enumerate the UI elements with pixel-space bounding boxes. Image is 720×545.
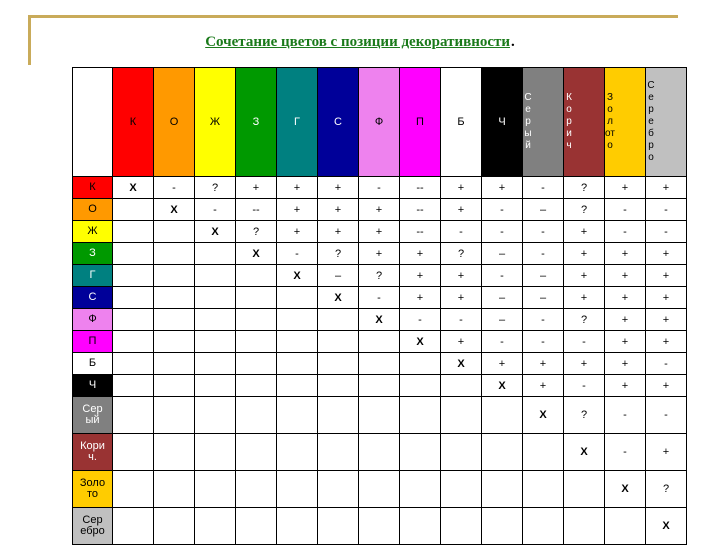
- table-cell: [236, 397, 277, 434]
- row-header: [73, 375, 113, 397]
- row-header: [73, 353, 113, 375]
- table-cell: [154, 397, 195, 434]
- table-cell: X: [564, 434, 605, 471]
- table-cell: --: [400, 199, 441, 221]
- table-cell: [359, 353, 400, 375]
- table-cell: +: [646, 331, 687, 353]
- column-header-label: Серый: [524, 92, 532, 151]
- table-cell: [359, 397, 400, 434]
- page-title: [0, 34, 720, 51]
- row-header-label: С: [88, 291, 97, 303]
- column-header: [236, 68, 277, 177]
- table-row: [73, 471, 687, 508]
- table-cell: [195, 309, 236, 331]
- table-cell: [441, 375, 482, 397]
- table-cell: [236, 265, 277, 287]
- table-cell: --: [236, 199, 277, 221]
- table-cell: [154, 287, 195, 309]
- table-cell: [318, 434, 359, 471]
- table-cell: [236, 331, 277, 353]
- table-cell: X: [318, 287, 359, 309]
- table-cell: [113, 353, 154, 375]
- row-header: [73, 309, 113, 331]
- row-header: [73, 508, 113, 545]
- table-cell: [236, 309, 277, 331]
- table-cell: +: [441, 177, 482, 199]
- table-cell: [154, 221, 195, 243]
- table-cell: +: [605, 287, 646, 309]
- column-header-label: К: [129, 116, 137, 128]
- table-cell: [482, 471, 523, 508]
- table-cell: [318, 471, 359, 508]
- column-header: [400, 68, 441, 177]
- column-header: [195, 68, 236, 177]
- table-cell: [113, 243, 154, 265]
- table-cell: [277, 508, 318, 545]
- table-cell: +: [359, 221, 400, 243]
- table-cell: [154, 434, 195, 471]
- title-text: Сочетание цветов с позиции декоративности: [205, 34, 511, 50]
- table-cell: +: [605, 265, 646, 287]
- table-cell: ?: [564, 397, 605, 434]
- table-cell: –: [482, 309, 523, 331]
- table-cell: [277, 287, 318, 309]
- row-header: [73, 434, 113, 471]
- table-cell: +: [400, 265, 441, 287]
- table-cell: [195, 265, 236, 287]
- table-cell: [277, 434, 318, 471]
- table-cell: [195, 353, 236, 375]
- table-cell: --: [400, 177, 441, 199]
- table-cell: +: [605, 375, 646, 397]
- color-combination-table: [72, 67, 687, 545]
- table-cell: -: [523, 177, 564, 199]
- table-cell: [441, 471, 482, 508]
- table-cell: [154, 353, 195, 375]
- table-cell: -: [605, 221, 646, 243]
- table-cell: [318, 508, 359, 545]
- table-cell: [482, 397, 523, 434]
- table-cell: +: [400, 243, 441, 265]
- table-cell: +: [646, 265, 687, 287]
- table-cell: +: [605, 309, 646, 331]
- column-header-label: Корич: [566, 92, 572, 151]
- table-cell: –: [523, 199, 564, 221]
- table-cell: [113, 508, 154, 545]
- row-header-label: Серый: [82, 403, 103, 426]
- table-row: [73, 243, 687, 265]
- table-cell: [236, 353, 277, 375]
- row-header-label: З: [89, 247, 96, 259]
- table-cell: X: [523, 397, 564, 434]
- table-cell: ?: [564, 309, 605, 331]
- table-cell: +: [646, 243, 687, 265]
- table-cell: -: [564, 331, 605, 353]
- table-cell: -: [482, 221, 523, 243]
- frame-top-rule: [28, 15, 678, 18]
- table-cell: -: [441, 221, 482, 243]
- table-cell: [441, 397, 482, 434]
- table-cell: [359, 434, 400, 471]
- table-cell: +: [646, 434, 687, 471]
- table-cell: [400, 353, 441, 375]
- table-cell: [277, 353, 318, 375]
- table-cell: X: [113, 177, 154, 199]
- row-header-label: Ф: [88, 313, 97, 325]
- table-cell: +: [441, 199, 482, 221]
- table-cell: -: [564, 375, 605, 397]
- table-cell: [318, 375, 359, 397]
- table-cell: [113, 471, 154, 508]
- table-cell: [154, 471, 195, 508]
- table-cell: [195, 508, 236, 545]
- table-cell: [236, 287, 277, 309]
- table-cell: -: [277, 243, 318, 265]
- column-header-label: Ж: [209, 116, 221, 128]
- row-header: [73, 287, 113, 309]
- table-cell: [359, 508, 400, 545]
- row-header-label: Б: [88, 357, 97, 369]
- table-cell: -: [646, 397, 687, 434]
- table-cell: [359, 331, 400, 353]
- table-cell: -: [400, 309, 441, 331]
- table-cell: +: [277, 177, 318, 199]
- table-cell: [277, 331, 318, 353]
- table-cell: [154, 508, 195, 545]
- table-cell: +: [605, 331, 646, 353]
- table-cell: X: [482, 375, 523, 397]
- table-cell: +: [564, 265, 605, 287]
- table-cell: –: [523, 265, 564, 287]
- table-cell: -: [523, 243, 564, 265]
- table-cell: +: [277, 199, 318, 221]
- table-cell: [154, 375, 195, 397]
- table-cell: -: [195, 199, 236, 221]
- table-cell: [195, 287, 236, 309]
- table-cell: [400, 434, 441, 471]
- table-cell: +: [318, 177, 359, 199]
- table-cell: X: [277, 265, 318, 287]
- table-cell: [318, 331, 359, 353]
- table-cell: [113, 199, 154, 221]
- table-cell: [113, 397, 154, 434]
- table-cell: +: [277, 221, 318, 243]
- corner-cell: [73, 68, 113, 177]
- table-cell: [318, 397, 359, 434]
- table-row: [73, 265, 687, 287]
- table-cell: [482, 434, 523, 471]
- column-header: [318, 68, 359, 177]
- table-cell: +: [564, 221, 605, 243]
- row-header: [73, 397, 113, 434]
- table-cell: +: [441, 287, 482, 309]
- table-cell: -: [605, 434, 646, 471]
- table-cell: [277, 397, 318, 434]
- table-cell: X: [359, 309, 400, 331]
- row-header-label: П: [88, 335, 97, 347]
- table-row: [73, 508, 687, 545]
- row-header-label: Золото: [79, 477, 106, 500]
- column-header: [277, 68, 318, 177]
- table-cell: [359, 375, 400, 397]
- row-header: [73, 243, 113, 265]
- row-header-label: Корич.: [80, 440, 105, 463]
- table-cell: [400, 471, 441, 508]
- table-row: [73, 287, 687, 309]
- table-cell: -: [359, 177, 400, 199]
- table-cell: [400, 508, 441, 545]
- column-header: [564, 68, 605, 177]
- header-row: [73, 68, 687, 177]
- table-row: [73, 353, 687, 375]
- table-cell: +: [646, 375, 687, 397]
- column-header: [482, 68, 523, 177]
- column-header: [359, 68, 400, 177]
- table-cell: [195, 471, 236, 508]
- table-cell: [195, 243, 236, 265]
- table-cell: [441, 508, 482, 545]
- table-cell: ?: [441, 243, 482, 265]
- table-cell: [523, 508, 564, 545]
- column-header-label: О: [169, 116, 179, 128]
- column-header: [113, 68, 154, 177]
- table-cell: [523, 471, 564, 508]
- table-cell: [154, 243, 195, 265]
- table-cell: –: [482, 243, 523, 265]
- table-cell: X: [646, 508, 687, 545]
- table-cell: -: [646, 353, 687, 375]
- table-cell: -: [646, 221, 687, 243]
- table-cell: ?: [195, 177, 236, 199]
- table-cell: [154, 265, 195, 287]
- table-cell: X: [441, 353, 482, 375]
- row-header-label: К: [89, 181, 96, 193]
- column-header-label: Б: [457, 116, 465, 128]
- table-cell: +: [318, 221, 359, 243]
- column-header-label: Ф: [374, 116, 384, 128]
- row-header: [73, 199, 113, 221]
- table-cell: X: [605, 471, 646, 508]
- column-header-label: З: [252, 116, 260, 128]
- column-header: [441, 68, 482, 177]
- table-cell: -: [441, 309, 482, 331]
- table-cell: +: [605, 243, 646, 265]
- row-header: [73, 177, 113, 199]
- table-cell: [154, 331, 195, 353]
- column-header-label: Ч: [498, 116, 506, 128]
- row-header: [73, 265, 113, 287]
- table-cell: +: [564, 243, 605, 265]
- table-cell: -: [605, 199, 646, 221]
- table-cell: [441, 434, 482, 471]
- table-cell: [564, 508, 605, 545]
- table-cell: X: [154, 199, 195, 221]
- table-cell: -: [154, 177, 195, 199]
- table-cell: –: [482, 287, 523, 309]
- table-row: [73, 397, 687, 434]
- table-cell: [482, 508, 523, 545]
- table-cell: -: [359, 287, 400, 309]
- table-cell: -: [523, 331, 564, 353]
- column-header-label: Золото: [605, 92, 615, 151]
- table-cell: [154, 309, 195, 331]
- row-header-label: Ч: [88, 379, 97, 391]
- table-row: [73, 375, 687, 397]
- table-cell: [195, 434, 236, 471]
- row-header-label: Серебро: [80, 514, 105, 537]
- table-cell: +: [482, 353, 523, 375]
- table-cell: -: [646, 199, 687, 221]
- table-cell: +: [646, 177, 687, 199]
- table-cell: -: [482, 265, 523, 287]
- table-cell: +: [441, 265, 482, 287]
- table-cell: +: [646, 287, 687, 309]
- title-suffix: .: [511, 34, 515, 50]
- table-cell: [113, 375, 154, 397]
- table-cell: +: [400, 287, 441, 309]
- table-cell: [400, 397, 441, 434]
- table-cell: +: [605, 177, 646, 199]
- column-header: [154, 68, 195, 177]
- table-row: [73, 309, 687, 331]
- table-cell: [113, 331, 154, 353]
- table-cell: +: [441, 331, 482, 353]
- table-cell: X: [195, 221, 236, 243]
- table-row: [73, 331, 687, 353]
- table-cell: +: [564, 287, 605, 309]
- table-cell: +: [523, 375, 564, 397]
- table-cell: –: [318, 265, 359, 287]
- table-cell: X: [400, 331, 441, 353]
- column-header: [605, 68, 646, 177]
- table-cell: [564, 471, 605, 508]
- table-cell: [277, 471, 318, 508]
- table-cell: ?: [236, 221, 277, 243]
- column-header-label: Серебро: [647, 80, 655, 163]
- table-cell: +: [318, 199, 359, 221]
- table-cell: +: [605, 353, 646, 375]
- column-header-label: С: [334, 116, 342, 128]
- table-cell: [318, 353, 359, 375]
- table-cell: [113, 287, 154, 309]
- table-cell: ?: [564, 199, 605, 221]
- table-cell: -: [605, 397, 646, 434]
- table-cell: [236, 434, 277, 471]
- table-cell: ?: [318, 243, 359, 265]
- table-cell: [195, 397, 236, 434]
- table-cell: [359, 471, 400, 508]
- table-cell: --: [400, 221, 441, 243]
- table-cell: [236, 375, 277, 397]
- table-cell: -: [482, 199, 523, 221]
- table-cell: [318, 309, 359, 331]
- table-cell: [236, 471, 277, 508]
- table-cell: +: [523, 353, 564, 375]
- table-cell: [113, 221, 154, 243]
- table-cell: -: [523, 309, 564, 331]
- row-header-label: Г: [89, 269, 96, 281]
- table-row: [73, 177, 687, 199]
- column-header-label: Г: [294, 116, 300, 128]
- table-cell: +: [482, 177, 523, 199]
- table-row: [73, 199, 687, 221]
- table-cell: [277, 375, 318, 397]
- row-header: [73, 471, 113, 508]
- table-cell: +: [564, 353, 605, 375]
- table-cell: [236, 508, 277, 545]
- table-cell: [277, 309, 318, 331]
- table-cell: ?: [564, 177, 605, 199]
- table-cell: [195, 375, 236, 397]
- column-header: [646, 68, 687, 177]
- table-cell: [400, 375, 441, 397]
- column-header-label: П: [416, 116, 424, 128]
- table-cell: ?: [359, 265, 400, 287]
- table-cell: [523, 434, 564, 471]
- table-cell: -: [523, 221, 564, 243]
- table-cell: X: [236, 243, 277, 265]
- table-row: [73, 221, 687, 243]
- table-cell: +: [646, 309, 687, 331]
- row-header: [73, 331, 113, 353]
- table-cell: –: [523, 287, 564, 309]
- table-cell: [605, 508, 646, 545]
- table-cell: [113, 309, 154, 331]
- table-cell: [195, 331, 236, 353]
- table-cell: +: [359, 243, 400, 265]
- table-cell: +: [359, 199, 400, 221]
- table-cell: -: [482, 331, 523, 353]
- table-row: [73, 434, 687, 471]
- row-header: [73, 221, 113, 243]
- row-header-label: О: [88, 203, 97, 215]
- row-header-label: Ж: [87, 225, 98, 237]
- table-cell: +: [236, 177, 277, 199]
- table-cell: [113, 265, 154, 287]
- column-header: [523, 68, 564, 177]
- table-cell: [113, 434, 154, 471]
- table-cell: ?: [646, 471, 687, 508]
